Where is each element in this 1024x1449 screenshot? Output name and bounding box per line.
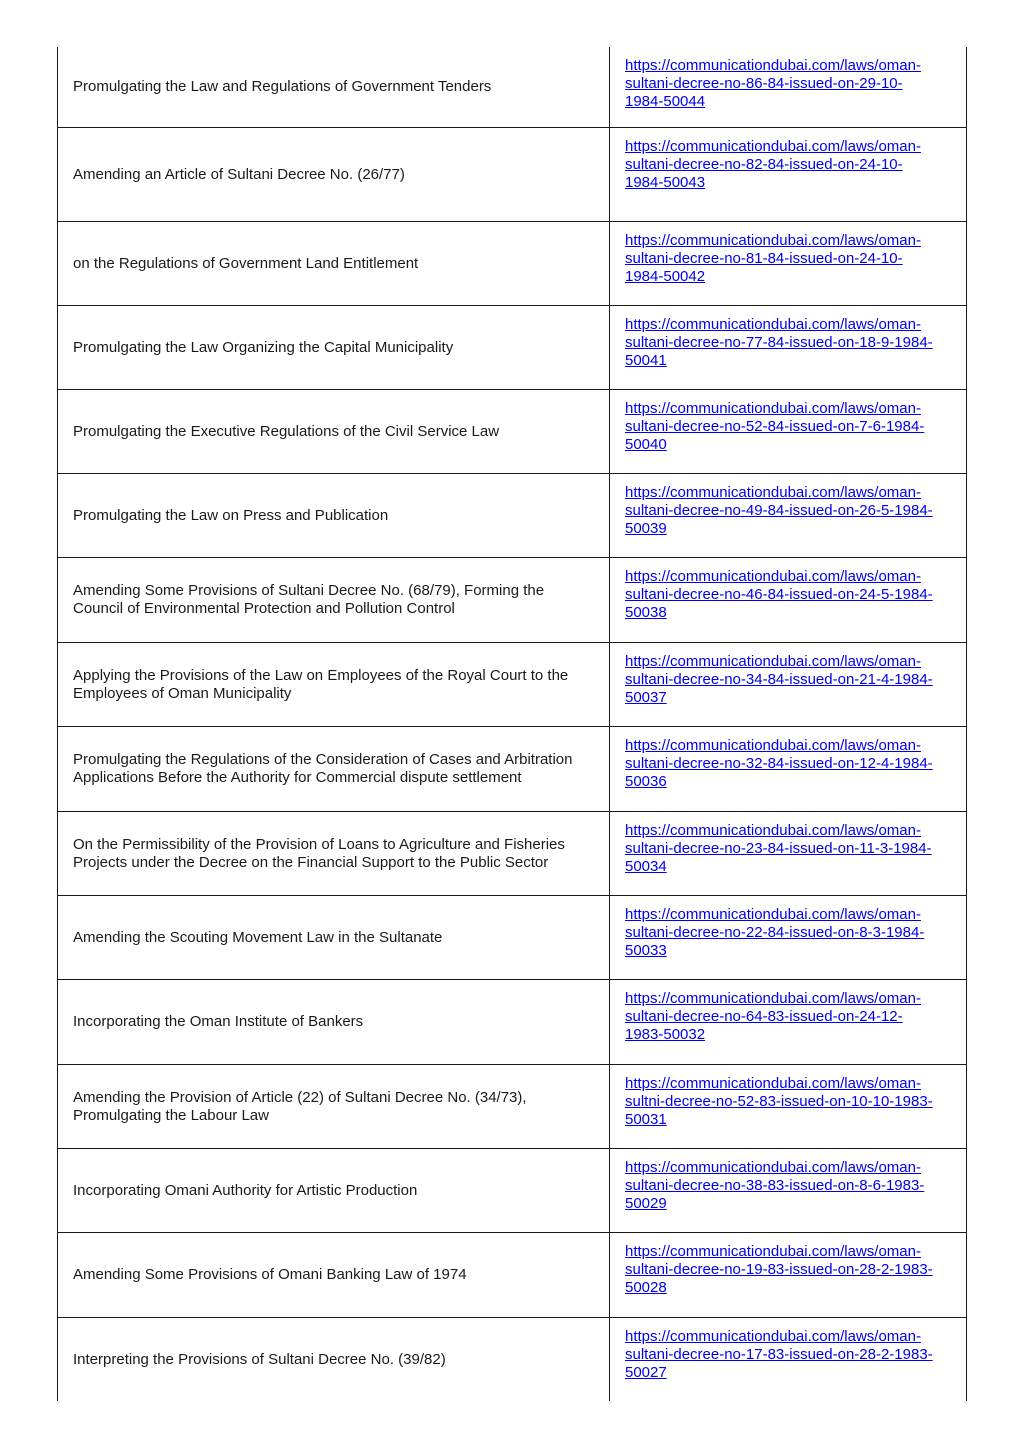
table-row	[58, 558, 966, 643]
law-link-line: sultani-decree-no-17-83-issued-on-28-2-1983-	[625, 1346, 933, 1363]
law-title: Amending the Provision of Article (22) of Sultani Decree No. (34/73), Promulgating the Labour Law	[73, 1088, 527, 1124]
law-link-line: sultani-decree-no-22-84-issued-on-8-3-1984-	[625, 924, 925, 941]
table-row	[58, 474, 966, 558]
law-link[interactable]	[625, 568, 933, 621]
law-title: on the Regulations of Government Land Entitlement	[73, 254, 419, 272]
law-link-cell	[625, 1159, 960, 1213]
law-title: Amending Some Provisions of Omani Banking Law of 1974	[73, 1266, 467, 1283]
law-link-line: 50033	[625, 942, 667, 959]
law-link-line: https://communicationdubai.com/laws/oman-	[625, 822, 921, 839]
law-link-cell	[625, 990, 960, 1044]
law-title: Incorporating the Oman Institute of Bankers	[73, 1013, 364, 1030]
law-link-cell	[625, 316, 960, 370]
law-link-line: 50038	[625, 604, 667, 621]
law-title: Promulgating the Law and Regulations of Government Tenders	[73, 78, 492, 95]
table-row	[58, 1065, 966, 1149]
law-link-line: https://communicationdubai.com/laws/oman-	[625, 316, 921, 333]
law-link-line: https://communicationdubai.com/laws/oman-	[625, 653, 921, 670]
law-link-line: 50036	[625, 773, 667, 790]
law-link[interactable]	[625, 653, 933, 706]
law-link-line: https://communicationdubai.com/laws/oman-	[625, 1075, 921, 1092]
law-link[interactable]	[625, 138, 921, 191]
law-link[interactable]	[625, 1159, 924, 1212]
law-link[interactable]	[625, 990, 921, 1043]
law-link-line: https://communicationdubai.com/laws/oman-	[625, 400, 921, 417]
law-title-cell	[73, 390, 598, 473]
law-link-line: 50029	[625, 1195, 667, 1212]
law-link-line: https://communicationdubai.com/laws/oman-	[625, 484, 921, 501]
law-title: Amending Some Provisions of Sultani Decree No. (68/79), Forming the Council of Environmental Protection and Pollution Control	[73, 582, 545, 617]
law-title-cell	[73, 306, 598, 389]
law-link-line: https://communicationdubai.com/laws/oman-	[625, 1328, 921, 1345]
law-link-line: 50040	[625, 436, 667, 453]
law-title-cell	[73, 222, 598, 305]
law-link-line: 1984-50042	[625, 268, 706, 285]
law-title-cell	[73, 1233, 598, 1317]
law-title-cell	[73, 812, 598, 895]
law-link-cell	[625, 1243, 960, 1297]
law-title: On the Permissibility of the Provision of Loans to Agriculture and Fisheries Projects under the Decree on the Financial Support to the Public Sector	[73, 835, 565, 871]
law-link-cell	[625, 653, 960, 707]
law-link[interactable]	[625, 484, 933, 537]
law-link-line: sultani-decree-no-38-83-issued-on-8-6-1983-	[625, 1177, 925, 1194]
law-link-cell	[625, 1075, 960, 1129]
table-row	[58, 727, 966, 812]
table-row	[58, 390, 966, 474]
law-link-line: https://communicationdubai.com/laws/oman-	[625, 568, 921, 585]
law-link-line: sultani-decree-no-49-84-issued-on-26-5-1984-	[625, 502, 933, 519]
law-link-line: https://communicationdubai.com/laws/oman-	[625, 57, 921, 74]
law-title-cell	[73, 128, 598, 221]
law-link-cell	[625, 1328, 960, 1382]
law-title: Amending an Article of Sultani Decree No. (26/77)	[73, 165, 405, 183]
law-link-line: https://communicationdubai.com/laws/oman-	[625, 990, 921, 1007]
law-title: Incorporating Omani Authority for Artistic Production	[73, 1181, 418, 1199]
table-row	[58, 896, 966, 980]
law-link[interactable]	[625, 57, 921, 110]
law-title-cell	[73, 980, 598, 1064]
table-row	[58, 306, 966, 390]
law-link[interactable]	[625, 1243, 933, 1296]
table-row	[58, 128, 966, 222]
law-title: Interpreting the Provisions of Sultani Decree No. (39/82)	[73, 1350, 446, 1368]
law-title: Promulgating the Law on Press and Publication	[73, 506, 389, 524]
table-row	[58, 980, 966, 1065]
law-link-line: 1984-50044	[625, 93, 706, 110]
law-link-cell	[625, 568, 960, 622]
law-link-line: https://communicationdubai.com/laws/oman-	[625, 232, 921, 249]
table-row	[58, 1233, 966, 1318]
table-row	[58, 1318, 966, 1401]
law-link-line: sultani-decree-no-34-84-issued-on-21-4-1984-	[625, 671, 933, 688]
law-link-line: sultani-decree-no-82-84-issued-on-24-10-	[625, 156, 903, 173]
law-title: Applying the Provisions of the Law on Employees of the Royal Court to the Employees of Oman Municipality	[73, 666, 569, 702]
table-row	[58, 1149, 966, 1233]
law-link-line: https://communicationdubai.com/laws/oman-	[625, 138, 921, 155]
law-link-line: 50037	[625, 689, 667, 706]
law-link-line: 50031	[625, 1111, 667, 1128]
law-link-cell	[625, 737, 960, 791]
law-title-cell	[73, 474, 598, 557]
law-link-line: https://communicationdubai.com/laws/oman-	[625, 906, 921, 923]
law-link-cell	[625, 906, 960, 960]
law-title-cell	[73, 1065, 598, 1148]
law-link-line: sultani-decree-no-23-84-issued-on-11-3-1984-	[625, 840, 932, 857]
law-link-line: sultani-decree-no-19-83-issued-on-28-2-1983-	[625, 1261, 933, 1278]
law-link[interactable]	[625, 1328, 933, 1381]
table-row	[58, 222, 966, 306]
table-row	[58, 812, 966, 896]
law-link-line: 50028	[625, 1279, 667, 1296]
law-title: Promulgating the Executive Regulations of the Civil Service Law	[73, 422, 500, 440]
law-link[interactable]	[625, 316, 933, 369]
law-link[interactable]	[625, 906, 924, 959]
law-link-line: 50041	[625, 352, 667, 369]
law-link[interactable]	[625, 400, 924, 453]
law-link-line: https://communicationdubai.com/laws/oman-	[625, 1159, 921, 1176]
law-link-line: 1984-50043	[625, 174, 706, 191]
law-link-line: 1983-50032	[625, 1026, 706, 1043]
law-title-cell	[73, 896, 598, 979]
law-link-line: https://communicationdubai.com/laws/oman-	[625, 737, 921, 754]
law-title: Promulgating the Regulations of the Consideration of Cases and Arbitration Applications Before the Authority for Commercial dispute settlement	[73, 751, 573, 786]
law-title-cell	[73, 1318, 598, 1401]
law-title-cell	[73, 47, 598, 127]
law-link-line: sultani-decree-no-52-84-issued-on-7-6-1984-	[625, 418, 925, 435]
table-row	[58, 643, 966, 727]
law-link-cell	[625, 232, 960, 286]
law-link-line: sultani-decree-no-64-83-issued-on-24-12-	[625, 1008, 903, 1025]
law-link-line: sultani-decree-no-86-84-issued-on-29-10-	[625, 75, 903, 92]
law-link[interactable]	[625, 822, 932, 875]
law-link-line: 50034	[625, 858, 667, 875]
law-title-cell	[73, 1149, 598, 1232]
law-link[interactable]	[625, 232, 921, 285]
law-link-line: sultani-decree-no-46-84-issued-on-24-5-1984-	[625, 586, 933, 603]
law-link-cell	[625, 400, 960, 454]
law-link-cell	[625, 57, 960, 111]
law-link-line: sultani-decree-no-32-84-issued-on-12-4-1984-	[625, 755, 933, 772]
law-link-line: 50027	[625, 1364, 667, 1381]
laws-table	[57, 47, 967, 1401]
table-row	[58, 47, 966, 128]
law-link-line: sultani-decree-no-81-84-issued-on-24-10-	[625, 250, 903, 267]
law-link-line: sultni-decree-no-52-83-issued-on-10-10-1983-	[625, 1093, 933, 1110]
law-link-line: sultani-decree-no-77-84-issued-on-18-9-1984-	[625, 334, 933, 351]
law-link[interactable]	[625, 1075, 933, 1128]
law-link-cell	[625, 138, 960, 192]
law-title: Amending the Scouting Movement Law in the Sultanate	[73, 928, 443, 946]
law-link-line: 50039	[625, 520, 667, 537]
law-link-cell	[625, 484, 960, 538]
law-title: Promulgating the Law Organizing the Capital Municipality	[73, 338, 454, 356]
law-title-cell	[73, 558, 598, 642]
law-link-cell	[625, 822, 960, 876]
law-title-cell	[73, 727, 598, 811]
law-link-line: https://communicationdubai.com/laws/oman-	[625, 1243, 921, 1260]
law-title-cell	[73, 643, 598, 726]
law-link[interactable]	[625, 737, 933, 790]
